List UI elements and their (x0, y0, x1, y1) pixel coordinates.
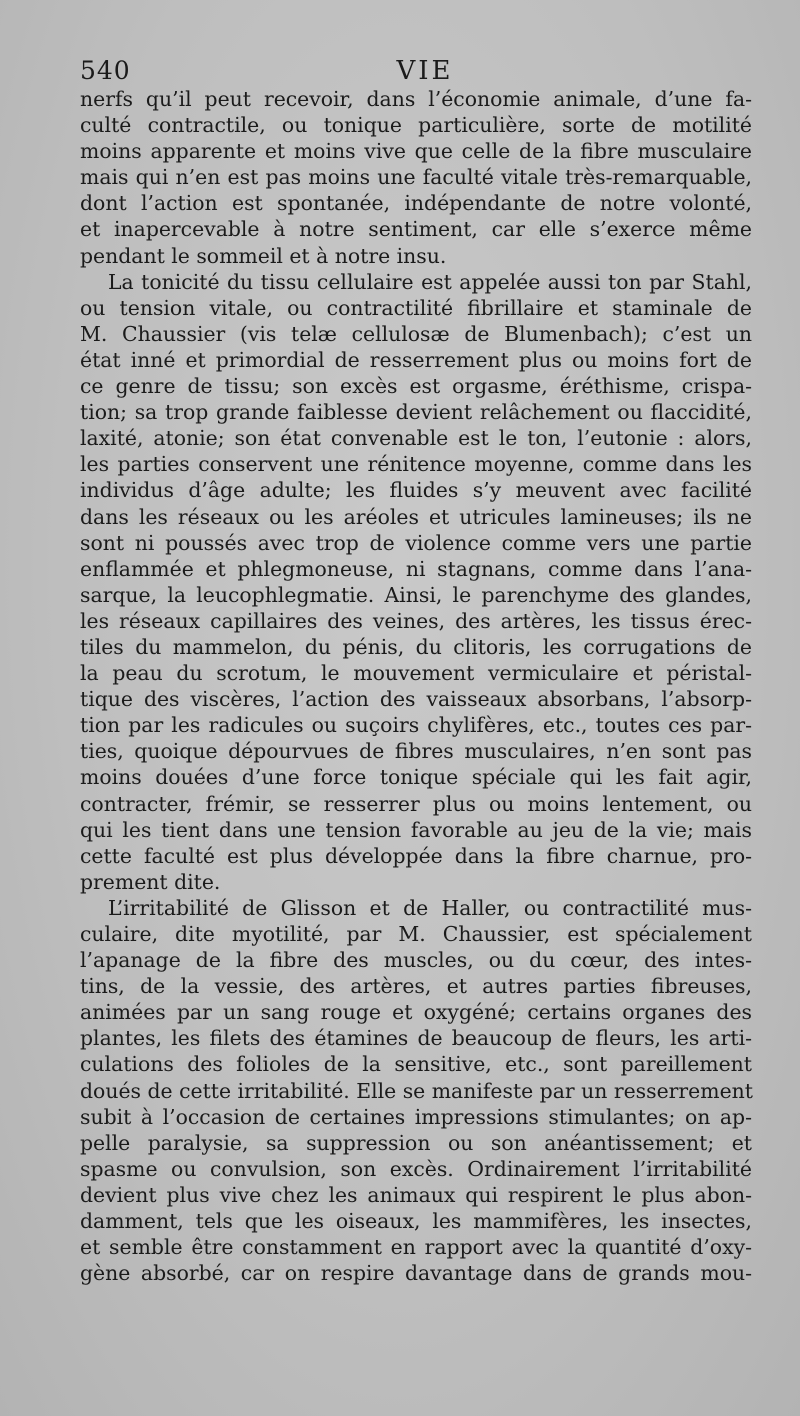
text-line: culaire, dite myotilité, par M. Chaussier, est spécialement (80, 922, 752, 946)
text-line: culations des folioles de la sensitive, etc., sont pareillement (80, 1052, 752, 1077)
text-line: pelle paralysie, sa suppression ou son anéantissement; et (80, 1130, 752, 1155)
text-line: subit à l’occasion de certaines impressions stimulantes; on ap- (80, 1104, 752, 1129)
text-line: spasme ou convulsion, son excès. Ordinairement l’irritabilité (80, 1156, 752, 1181)
text-line: animées par un sang rouge et oxygéné; certains organes des (80, 1000, 752, 1025)
text-line: tiles du mammelon, du pénis, du clitoris, les corrugations de (80, 634, 752, 659)
text-line: ties, quoique dépourvues de fibres musculaires, n’en sont pas (80, 739, 752, 764)
text-line: M. Chaussier (vis telæ cellulosæ de Blumenbach); c’est un (80, 321, 752, 346)
text-line: culté contractile, ou tonique particulière, sorte de motilité (80, 113, 752, 138)
text-line: tion; sa trop grande faiblesse devient relâchement ou flaccidité, (80, 400, 752, 425)
text-line: la peau du scrotum, le mouvement vermiculaire et péristal- (80, 661, 752, 686)
text-line: individus d’âge adulte; les fluides s’y meuvent avec facilité (80, 478, 752, 503)
page-number: 540 (80, 56, 131, 85)
text-line: contracter, frémir, se resserrer plus ou moins lentement, ou (80, 791, 752, 816)
running-head: VIE (396, 56, 454, 86)
page-header (80, 56, 750, 90)
text-line: moins apparente et moins vive que celle de la fibre musculaire (80, 139, 752, 164)
text-line: l’apanage de la fibre des muscles, ou du cœur, des intes- (80, 948, 752, 973)
text-line: état inné et primordial de resserrement plus ou moins fort de (80, 347, 752, 372)
text-line: ce genre de tissu; son excès est orgasme, éréthisme, crispa- (80, 374, 752, 399)
text-line: tion par les radicules ou suçoirs chylifères, etc., toutes ces par- (80, 713, 752, 738)
text-line: ou tension vitale, ou contractilité fibrillaire et staminale de (80, 295, 752, 320)
text-line: tins, de la vessie, des artères, et autres parties fibreuses, (80, 974, 752, 999)
text-line: damment, tels que les oiseaux, les mammifères, les insectes, (80, 1209, 752, 1234)
text-line: les réseaux capillaires des veines, des artères, les tissus érec- (80, 608, 752, 633)
text-line: sarque, la leucophlegmatie. Ainsi, le parenchyme des glandes, (80, 582, 752, 607)
body-text (80, 86, 752, 1286)
text-line: gène absorbé, car on respire davantage dans de grands mou- (80, 1261, 752, 1286)
paragraph-start: L’irritabilité de Glisson et de Haller, ou contractilité mus- (108, 895, 752, 920)
text-line: prement dite. (80, 869, 221, 894)
text-line: mais qui n’en est pas moins une faculté vitale très-remarquable, (80, 165, 752, 190)
text-line: qui les tient dans une tension favorable au jeu de la vie; mais (80, 817, 752, 842)
text-line: dont l’action est spontanée, indépendante de notre volonté, (80, 191, 752, 216)
text-line: plantes, les filets des étamines de beaucoup de fleurs, les arti- (80, 1026, 752, 1051)
text-line: et inapercevable à notre sentiment, car elle s’exerce même (80, 217, 752, 242)
text-line: pendant le sommeil et à notre insu. (80, 243, 447, 268)
text-line: nerfs qu’il peut recevoir, dans l’économie animale, d’une fa- (80, 87, 752, 111)
text-line: doués de cette irritabilité. Elle se manifeste par un resserrement (80, 1078, 753, 1103)
text-line: laxité, atonie; son état convenable est le ton, l’eutonie : alors, (80, 426, 752, 451)
text-line: dans les réseaux ou les aréoles et utricules lamineuses; ils ne (80, 504, 752, 529)
text-line: cette faculté est plus développée dans la fibre charnue, pro- (80, 843, 752, 868)
text-line: les parties conservent une rénitence moyenne, comme dans les (80, 452, 752, 477)
text-line: devient plus vive chez les animaux qui respirent le plus abon- (80, 1182, 752, 1207)
text-line: et semble être constamment en rapport avec la quantité d’oxy- (80, 1235, 752, 1260)
text-line: enflammée et phlegmoneuse, ni stagnans, comme dans l’ana- (80, 556, 752, 581)
text-line: sont ni poussés avec trop de violence comme vers une partie (80, 530, 752, 555)
text-line: tique des viscères, l’action des vaisseaux absorbans, l’absorp- (80, 687, 752, 712)
paragraph-start: La tonicité du tissu cellulaire est appelée aussi ton par Stahl, (108, 269, 752, 294)
text-line: moins douées d’une force tonique spéciale qui les fait agir, (80, 765, 752, 790)
